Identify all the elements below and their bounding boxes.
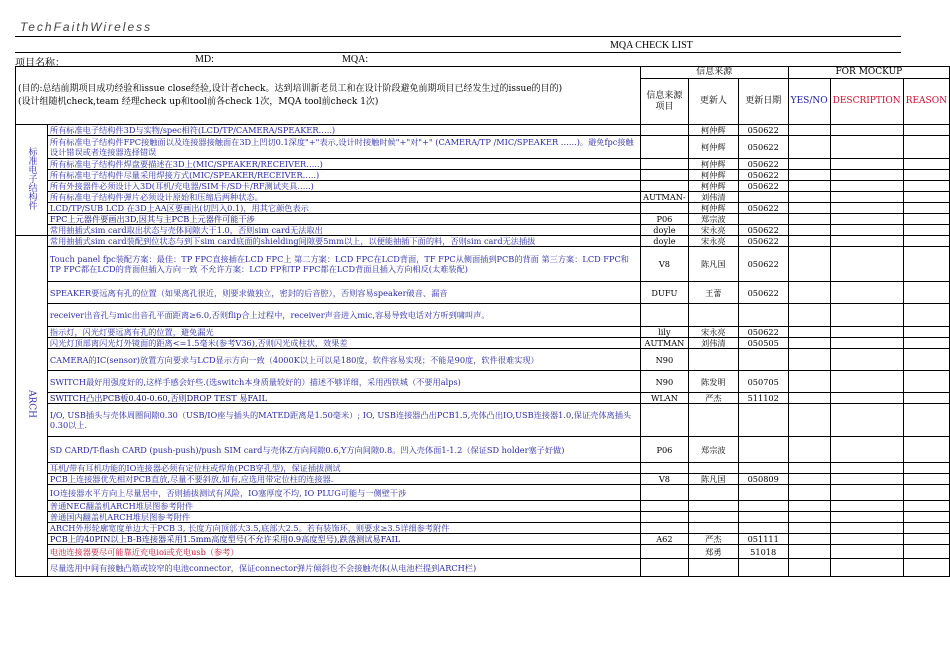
updater-cell: 陈凡国 (688, 474, 738, 485)
reason-cell[interactable] (903, 559, 949, 577)
table-row (16, 192, 950, 203)
check-item-text: I/O, USB插头与壳体周圈间隙0.30（USB/IO座与插头的MATED距离是1.50毫米）; IO, USB连接器凸出PCB1.5,壳体凸出IO,USB连接器1.0,保证壳体离插头0.30以上. (47, 404, 640, 437)
reason-cell[interactable] (903, 327, 949, 338)
section-label (16, 125, 48, 236)
update-date-cell (738, 304, 788, 327)
mockup-description-cell[interactable] (830, 327, 903, 338)
yes-no-cell[interactable] (788, 125, 830, 136)
check-item-text: PCB上连接器优先相对PCB直放,尽量不要斜放,如有,应选用带定位柱的连接器. (47, 474, 640, 485)
info-source-project-cell (640, 125, 688, 136)
update-date-cell: 050622 (738, 170, 788, 181)
updater-cell: 郑勇 (688, 545, 738, 559)
updater-cell (688, 559, 738, 577)
reason-cell[interactable] (903, 523, 949, 534)
reason-cell[interactable] (903, 545, 949, 559)
updater-cell: 柯仲辉 (688, 136, 738, 159)
info-source-project-cell (640, 512, 688, 523)
check-item-text: 所有外接器件必须设计入3D(耳机/充电器/SIM卡/SD卡/RF测试夹具…..) (47, 181, 640, 192)
check-item-text: ARCH外形轮廓宽度单边大于PCB 3, 长度方向顶部大3.5,底部大2.5。若有装饰环，则要求≥3.5详细参考附件 (47, 523, 640, 534)
updater-cell: 严杰 (688, 393, 738, 404)
mockup-description-cell[interactable] (830, 203, 903, 214)
updater-cell (688, 463, 738, 474)
reason-cell[interactable] (903, 170, 949, 181)
mockup-description-cell[interactable] (830, 349, 903, 371)
info-source-project-cell: V8 (640, 247, 688, 282)
mockup-description-cell[interactable] (830, 545, 903, 559)
check-item-text: 普通NEC翻盖机ARCH堆层图参考附件 (47, 501, 640, 512)
reason-cell[interactable] (903, 159, 949, 170)
mockup-description-cell[interactable] (830, 534, 903, 545)
table-row (16, 463, 950, 474)
yes-no-cell[interactable] (788, 437, 830, 463)
info-source-project-cell: doyle (640, 225, 688, 236)
check-item-text: 闪光灯顶部离闪光灯外镜面的距离<=1.5毫米(参考V36),否则闪光成柱状，效果差 (47, 338, 640, 349)
info-source-project-cell: DUFU (640, 282, 688, 304)
purpose-description: (目的:总结前期项目成功经验和issue close经验,设计者check。达到培训新老员工和在设计阶段避免前期项目已经发生过的issue的目的) (设计组随机check,team 经理check up和tool前各check 1次，MQA tool前check 1次) (16, 67, 641, 125)
info-source-project-cell (640, 559, 688, 577)
yes-no-cell[interactable] (788, 170, 830, 181)
update-date-cell (738, 404, 788, 437)
check-item-text: SWITCH最好用强度好的,这样手感会好些.(选switch本身质量较好的）描述不够详细，采用西铁城（不要用alps) (47, 371, 640, 393)
table-row (16, 474, 950, 485)
check-item-text: 普通国内翻盖机ARCH堆层图参考附件 (47, 512, 640, 523)
project-name-label: 项目名称： (15, 58, 65, 69)
mockup-description-cell[interactable] (830, 125, 903, 136)
check-item-text: 电池连接器要尽可能靠近充电ioi或充电usb（参考） (47, 545, 640, 559)
updater-cell: 王蕾 (688, 282, 738, 304)
updater-cell (688, 349, 738, 371)
table-row (16, 327, 950, 338)
update-date-cell (738, 485, 788, 501)
mockup-description-cell[interactable] (830, 404, 903, 437)
yes-no-cell[interactable] (788, 304, 830, 327)
table-row (16, 437, 950, 463)
reason-cell[interactable] (903, 437, 949, 463)
checklist-rows (16, 125, 950, 577)
update-date-cell: 050505 (738, 338, 788, 349)
yes-no-cell[interactable] (788, 371, 830, 393)
updater-cell: 柯仲辉 (688, 159, 738, 170)
yes-no-cell[interactable] (788, 485, 830, 501)
yes-no-cell[interactable] (788, 159, 830, 170)
reason-cell[interactable] (903, 125, 949, 136)
reason-cell[interactable] (903, 136, 949, 159)
mockup-description-cell[interactable] (830, 225, 903, 236)
updater-cell: 柯仲辉 (688, 181, 738, 192)
reason-cell[interactable] (903, 349, 949, 371)
info-source-project-cell: AUTMAN (640, 338, 688, 349)
updater-cell: 宋永亮 (688, 236, 738, 247)
check-item-text: FPC上元器件要画出3D,因其与主PCB上元器件可能干涉 (47, 214, 640, 225)
mockup-description-cell[interactable] (830, 338, 903, 349)
mockup-description-cell[interactable] (830, 501, 903, 512)
yes-no-cell[interactable] (788, 214, 830, 225)
mockup-description-cell[interactable] (830, 393, 903, 404)
table-row (16, 501, 950, 512)
reason-cell[interactable] (903, 474, 949, 485)
info-source-project-cell: doyle (640, 236, 688, 247)
mockup-description-cell[interactable] (830, 170, 903, 181)
update-date-cell: 050622 (738, 203, 788, 214)
reason-cell[interactable] (903, 247, 949, 282)
update-date-cell: 050705 (738, 371, 788, 393)
updater-cell: 郑宗波 (688, 214, 738, 225)
updater-cell: 陈发明 (688, 371, 738, 393)
yes-no-header: YES/NO (788, 79, 830, 125)
yes-no-cell[interactable] (788, 559, 830, 577)
update-date-cell: 050622 (738, 225, 788, 236)
reason-cell[interactable] (903, 225, 949, 236)
sheet-title: MQA CHECK LIST (610, 40, 693, 51)
check-item-text: SPEAKER要远离有孔的位置（如果离孔很近，则要求做独立，密封的后音腔），否则容易speaker破音、漏音 (47, 282, 640, 304)
table-row (16, 181, 950, 192)
check-item-text: SWITCH凸出PCB板0.40-0.60,否则DROP TEST 易FAIL (47, 393, 640, 404)
mockup-description-cell[interactable] (830, 523, 903, 534)
info-source-project-cell: P06 (640, 214, 688, 225)
update-date-cell: 050622 (738, 136, 788, 159)
update-date-cell: 050622 (738, 327, 788, 338)
reason-cell[interactable] (903, 338, 949, 349)
info-source-project-cell (640, 159, 688, 170)
table-row (16, 523, 950, 534)
updater-cell (688, 485, 738, 501)
section-name: ARCH (26, 390, 37, 419)
checklist-table (15, 66, 950, 577)
table-row (16, 304, 950, 327)
mockup-description-cell[interactable] (830, 136, 903, 159)
update-date-cell: 050622 (738, 282, 788, 304)
info-source-project-cell: AUTMAN- (640, 192, 688, 203)
table-row (16, 393, 950, 404)
info-source-project-cell: WLAN (640, 393, 688, 404)
reason-header: REASON (903, 79, 949, 125)
info-source-project-cell: P06 (640, 437, 688, 463)
updater-cell (688, 501, 738, 512)
info-source-project-cell (640, 545, 688, 559)
check-item-text: 尽量选用中间有接触凸筋或铰窄的电池connector，保证connector弹片倾斜也不会接触壳体(从电池栏提到ARCH栏) (47, 559, 640, 577)
reason-cell[interactable] (903, 371, 949, 393)
section-name: 标准电子结构件 (26, 147, 37, 210)
table-row (16, 485, 950, 501)
reason-cell[interactable] (903, 304, 949, 327)
reason-cell[interactable] (903, 192, 949, 203)
check-item-text: IO连接器水平方向上尽量居中，否则插拔测试有风险，IO塞厚度不均, IO PLUG可能与一侧壁干涉 (47, 485, 640, 501)
update-date-cell: 050622 (738, 125, 788, 136)
updater-cell: 宋永亮 (688, 225, 738, 236)
check-item-text: LCD/TP/SUB LCD 在3D上AA区要画出(切凹入0.1)，用其它颜色表示 (47, 203, 640, 214)
reason-cell[interactable] (903, 463, 949, 474)
yes-no-cell[interactable] (788, 236, 830, 247)
yes-no-cell[interactable] (788, 192, 830, 203)
table-row (16, 349, 950, 371)
table-row (16, 203, 950, 214)
info-source-project-header: 信息来源项目 (640, 79, 688, 125)
update-date-cell (738, 559, 788, 577)
check-item-text: PCB上的40PIN以上B-B连接器采用1.5mm高度型号(不允许采用0.9高度型号),跌落测试易FAIL (47, 534, 640, 545)
mockup-description-cell[interactable] (830, 282, 903, 304)
info-source-group-header: 信息来源 (640, 67, 788, 79)
info-source-project-cell (640, 404, 688, 437)
check-item-text: 常用抽插式sim card装配到位状态与到下sim card底面的shielding间隙要5mm以上，以便能抽插下面的料，否则sim card无法插拔 (47, 236, 640, 247)
reason-cell[interactable] (903, 282, 949, 304)
yes-no-cell[interactable] (788, 327, 830, 338)
table-row (16, 559, 950, 577)
yes-no-cell[interactable] (788, 282, 830, 304)
section-label (16, 236, 48, 577)
updater-cell (688, 404, 738, 437)
updater-cell: 刘伟清 (688, 192, 738, 203)
table-row (16, 225, 950, 236)
update-date-cell: 511102 (738, 393, 788, 404)
yes-no-cell[interactable] (788, 349, 830, 371)
header-rule (15, 52, 901, 53)
updater-cell: 陈凡国 (688, 247, 738, 282)
info-source-project-cell: A62 (640, 534, 688, 545)
updater-cell (688, 523, 738, 534)
yes-no-cell[interactable] (788, 338, 830, 349)
mockup-description-cell[interactable] (830, 474, 903, 485)
update-date-cell: 050622 (738, 181, 788, 192)
updater-cell: 刘伟清 (688, 338, 738, 349)
table-row (16, 282, 950, 304)
updater-cell: 郑宗波 (688, 437, 738, 463)
mqa-label: MQA: (342, 54, 369, 65)
info-source-project-cell (640, 523, 688, 534)
update-date-cell (738, 214, 788, 225)
header-rule (15, 36, 901, 37)
info-source-project-cell: N90 (640, 371, 688, 393)
table-row (16, 159, 950, 170)
mockup-description-cell[interactable] (830, 485, 903, 501)
reason-cell[interactable] (903, 203, 949, 214)
check-item-text: 所有标准电子结构件FPC接触面以及连接器接触面在3D上凹切0.1深度"+"表示,设计时接触时候"+"对"+" (CAMERA/TP /MIC/SPEAKER …...)。避免fpc接触设计错误或者连接器选择错误 (47, 136, 640, 159)
info-source-project-cell: N90 (640, 349, 688, 371)
table-row (16, 170, 950, 181)
update-date-cell: 050622 (738, 247, 788, 282)
yes-no-cell[interactable] (788, 545, 830, 559)
company-logo: TechFaithWireless (20, 20, 153, 34)
check-item-text: 所有标准电子结构件弹片必须设计原始和压缩后两种状态。 (47, 192, 640, 203)
check-item-text: 所有标准电子结构件3D与实物/spec相符(LCD/TP/CAMERA/SPEAKER…..) (47, 125, 640, 136)
info-source-project-cell: lily (640, 327, 688, 338)
yes-no-cell[interactable] (788, 523, 830, 534)
updater-cell: 严杰 (688, 534, 738, 545)
info-source-project-cell (640, 170, 688, 181)
table-row (16, 534, 950, 545)
yes-no-cell[interactable] (788, 534, 830, 545)
md-label: MD: (195, 54, 214, 65)
update-date-cell: 051111 (738, 534, 788, 545)
description-header: DESCRIPTION (830, 79, 903, 125)
mockup-description-cell[interactable] (830, 214, 903, 225)
check-item-text: 所有标准电子结构件尽量采用焊接方式(MIC/SPEAKER/RECEIVER…..) (47, 170, 640, 181)
check-item-text: receiver出音孔与mic出音孔平面距离≥6.0,否则flip合上过程中，receiver声音进入mic,容易导致电话对方听到啸叫声。 (47, 304, 640, 327)
info-source-project-cell (640, 304, 688, 327)
update-date-cell: 050622 (738, 236, 788, 247)
table-row (16, 512, 950, 523)
yes-no-cell[interactable] (788, 393, 830, 404)
updater-header: 更新人 (688, 79, 738, 125)
info-source-project-cell (640, 136, 688, 159)
mockup-description-cell[interactable] (830, 247, 903, 282)
reason-cell[interactable] (903, 181, 949, 192)
yes-no-cell[interactable] (788, 247, 830, 282)
check-item-text: SD CARD/T-flash CARD (push-push)/push SIM card与壳体Z方向间隙0.6,Y方向间隙0.8。凹入壳体面1-1.2（保证SD holder塞子好做) (47, 437, 640, 463)
check-item-text: 指示灯，闪光灯要远离有孔的位置，避免漏光 (47, 327, 640, 338)
yes-no-cell[interactable] (788, 203, 830, 214)
update-date-cell: 050809 (738, 474, 788, 485)
reason-cell[interactable] (903, 534, 949, 545)
check-item-text: Touch panel fpc装配方案：最佳：TP FPC直接插在LCD FPC上 第二方案：LCD FPC在LCD背面，TF FPC从侧面插到PCB的背面 第三方案：LCD FPC和TP FPC都在LCD的背面但插入方向一致 不允许方案：LCD FP和TP FPC都在LCD背面且插入方向相反(太难装配) (47, 247, 640, 282)
update-date-cell (738, 512, 788, 523)
table-row (16, 338, 950, 349)
table-row (16, 236, 950, 247)
yes-no-cell[interactable] (788, 474, 830, 485)
updater-cell: 宋永亮 (688, 327, 738, 338)
yes-no-cell[interactable] (788, 404, 830, 437)
info-source-project-cell (640, 485, 688, 501)
reason-cell[interactable] (903, 501, 949, 512)
yes-no-cell[interactable] (788, 501, 830, 512)
mockup-group-header: FOR MOCKUP (788, 67, 949, 79)
info-source-project-cell (640, 463, 688, 474)
table-row (16, 404, 950, 437)
mockup-description-cell[interactable] (830, 304, 903, 327)
reason-cell[interactable] (903, 512, 949, 523)
update-date-cell (738, 523, 788, 534)
updater-cell: 柯仲辉 (688, 125, 738, 136)
update-date-cell (738, 349, 788, 371)
info-source-project-cell (640, 501, 688, 512)
yes-no-cell[interactable] (788, 463, 830, 474)
table-row (16, 214, 950, 225)
mockup-description-cell[interactable] (830, 371, 903, 393)
update-date-cell (738, 437, 788, 463)
update-date-cell: 050622 (738, 159, 788, 170)
check-item-text: 常用抽插式sim card取出状态与壳体间隙大于1.0，否则sim card无法取出 (47, 225, 640, 236)
reason-cell[interactable] (903, 393, 949, 404)
updater-cell: 柯仲辉 (688, 170, 738, 181)
update-date-cell (738, 463, 788, 474)
yes-no-cell[interactable] (788, 512, 830, 523)
check-item-text: 耳机/带有耳机功能的IO连接器必须有定位柱或焊角(PCB穿孔型)，保证插拔测试 (47, 463, 640, 474)
table-row (16, 247, 950, 282)
yes-no-cell[interactable] (788, 225, 830, 236)
table-row (16, 545, 950, 559)
mockup-description-cell[interactable] (830, 559, 903, 577)
update-date-cell (738, 192, 788, 203)
table-row (16, 136, 950, 159)
table-row (16, 125, 950, 136)
info-source-project-cell (640, 181, 688, 192)
updater-cell: 柯仲辉 (688, 203, 738, 214)
reason-cell[interactable] (903, 236, 949, 247)
info-source-project-cell (640, 203, 688, 214)
info-source-project-cell: V8 (640, 474, 688, 485)
yes-no-cell[interactable] (788, 181, 830, 192)
mockup-description-cell[interactable] (830, 512, 903, 523)
updater-cell (688, 512, 738, 523)
mockup-description-cell[interactable] (830, 181, 903, 192)
mockup-description-cell[interactable] (830, 437, 903, 463)
reason-cell[interactable] (903, 214, 949, 225)
mockup-description-cell[interactable] (830, 463, 903, 474)
update-date-header: 更新日期 (738, 79, 788, 125)
mockup-description-cell[interactable] (830, 159, 903, 170)
reason-cell[interactable] (903, 404, 949, 437)
reason-cell[interactable] (903, 485, 949, 501)
update-date-cell: 51018 (738, 545, 788, 559)
updater-cell (688, 304, 738, 327)
check-item-text: CAMERA的IC(sensor)放置方向要求与LCD显示方向一致（4000K以上可以是180度，软件容易实现；不能是90度，软件很难实现） (47, 349, 640, 371)
yes-no-cell[interactable] (788, 136, 830, 159)
table-row (16, 371, 950, 393)
mockup-description-cell[interactable] (830, 236, 903, 247)
mockup-description-cell[interactable] (830, 192, 903, 203)
update-date-cell (738, 501, 788, 512)
check-item-text: 所有标准电子结构件焊盘要描述在3D上(MIC/SPEAKER/RECEIVER…..) (47, 159, 640, 170)
